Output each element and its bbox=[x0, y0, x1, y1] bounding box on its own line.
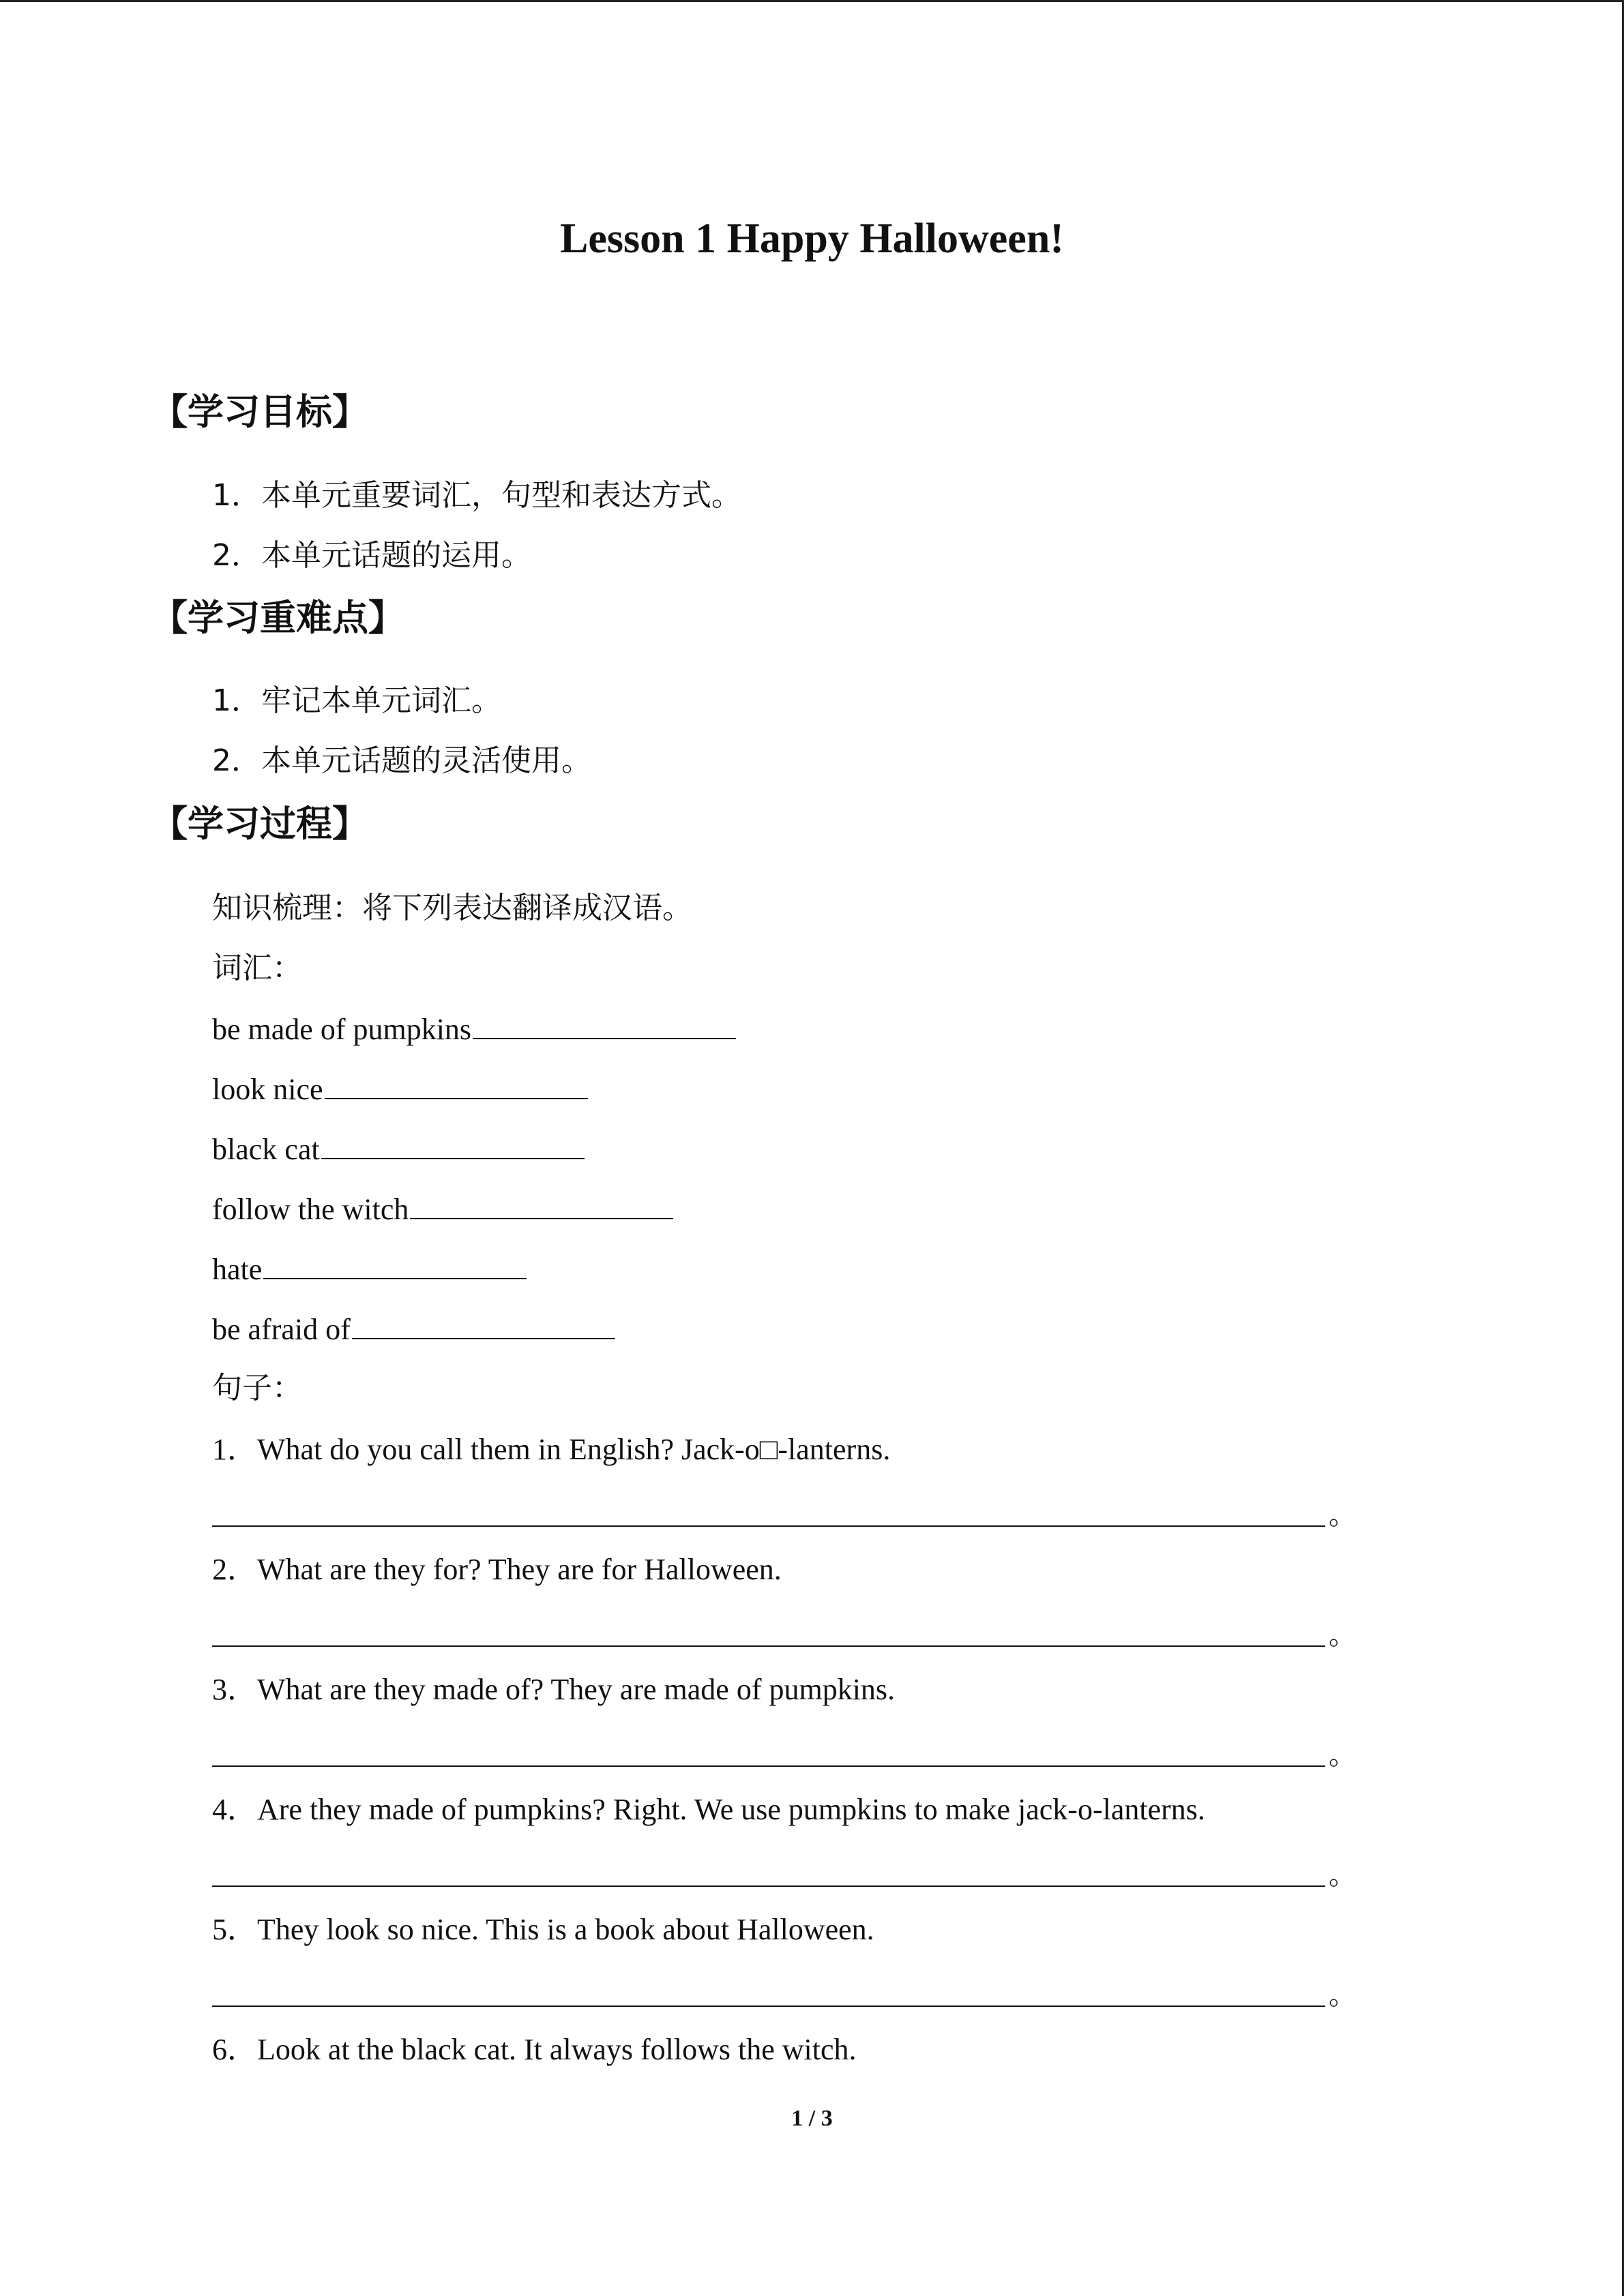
vocab-item bbox=[212, 1189, 673, 1230]
vocab-term: hate bbox=[212, 1253, 263, 1286]
answer-end-mark: 。 bbox=[1329, 1980, 1356, 2011]
sentence-item: 6．Look at the black cat. It always follows the witch. bbox=[212, 2033, 857, 2066]
sentence-item: 1．What do you call them in English? Jack-o□-lanterns. bbox=[212, 1433, 891, 1466]
vocab-answer-blank[interactable] bbox=[473, 1011, 736, 1039]
sentence-item: 3．What are they made of? They are made of pumpkins. bbox=[212, 1673, 896, 1706]
answer-end-mark: 。 bbox=[1329, 1620, 1356, 1651]
vocab-term: look nice bbox=[212, 1073, 323, 1106]
sentence-item: 4．Are they made of pumpkins? Right. We use pumpkins to make jack-o-lanterns. bbox=[212, 1793, 1205, 1826]
sentence-answer-line[interactable] bbox=[212, 2004, 1325, 2007]
vocab-item bbox=[212, 1129, 585, 1170]
vocab-item bbox=[212, 1249, 527, 1290]
objective-item-2: 2．本单元话题的运用。 bbox=[212, 538, 531, 573]
page-title: Lesson 1 Happy Halloween! bbox=[560, 215, 1064, 262]
vocab-item bbox=[212, 1069, 588, 1110]
vocab-answer-blank[interactable] bbox=[352, 1311, 615, 1339]
section-heading-process: 【学习过程】 bbox=[151, 803, 368, 845]
key-point-item-1: 1．牢记本单元词汇。 bbox=[212, 683, 501, 718]
page-number: 1 / 3 bbox=[791, 2106, 833, 2131]
vocab-term: be afraid of bbox=[212, 1313, 351, 1346]
sentence-answer-line[interactable] bbox=[212, 1764, 1325, 1767]
sentences-label: 句子： bbox=[212, 1371, 302, 1405]
objective-item-1: 1．本单元重要词汇，句型和表达方式。 bbox=[212, 478, 741, 513]
vocab-answer-blank[interactable] bbox=[321, 1131, 585, 1159]
section-heading-objectives: 【学习目标】 bbox=[151, 391, 368, 433]
sentence-item: 2．What are they for? They are for Halloween. bbox=[212, 1553, 782, 1586]
section-heading-key-points: 【学习重难点】 bbox=[151, 597, 404, 639]
answer-end-mark: 。 bbox=[1329, 1860, 1356, 1891]
vocab-label: 词汇： bbox=[212, 951, 302, 985]
sentence-answer-line[interactable] bbox=[212, 1644, 1325, 1647]
vocab-item bbox=[212, 1309, 615, 1350]
answer-end-mark: 。 bbox=[1329, 1500, 1356, 1531]
sentence-item: 5．They look so nice. This is a book about Halloween. bbox=[212, 1913, 874, 1946]
vocab-answer-blank[interactable] bbox=[263, 1251, 527, 1279]
vocab-term: be made of pumpkins bbox=[212, 1013, 472, 1046]
vocab-answer-blank[interactable] bbox=[410, 1191, 673, 1219]
vocab-term: follow the witch bbox=[212, 1193, 409, 1226]
vocab-item bbox=[212, 1009, 736, 1050]
answer-end-mark: 。 bbox=[1329, 1740, 1356, 1771]
page-top-border bbox=[0, 0, 1624, 2]
vocab-term: black cat bbox=[212, 1133, 320, 1166]
sentence-answer-line[interactable] bbox=[212, 1524, 1325, 1527]
sentence-answer-line[interactable] bbox=[212, 1884, 1325, 1887]
process-instruction: 知识梳理：将下列表达翻译成汉语。 bbox=[212, 891, 692, 925]
key-point-item-2: 2．本单元话题的灵活使用。 bbox=[212, 743, 591, 778]
vocab-answer-blank[interactable] bbox=[325, 1071, 588, 1099]
